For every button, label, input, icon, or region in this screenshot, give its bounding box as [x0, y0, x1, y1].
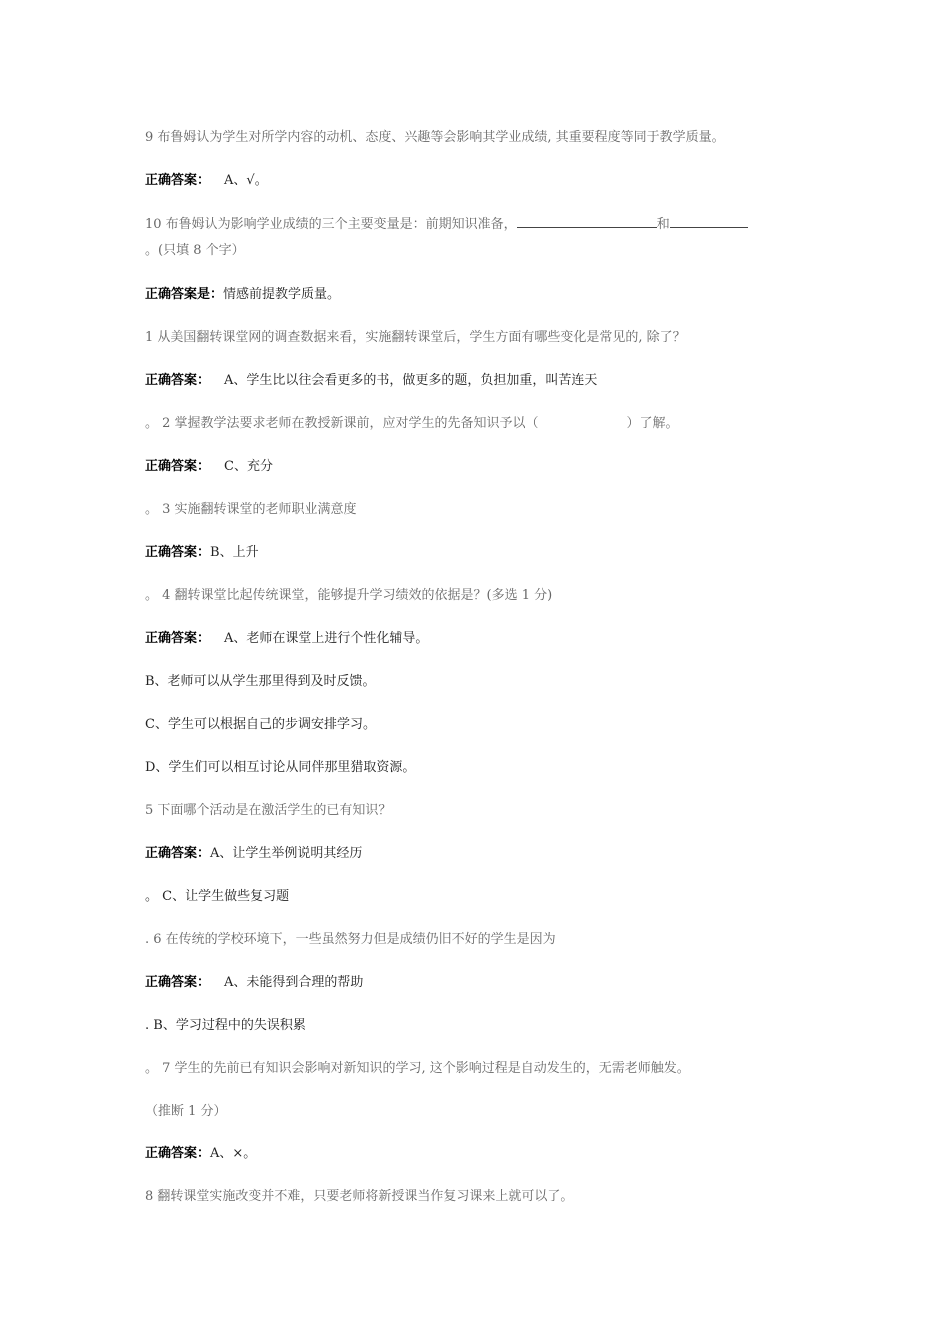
- answer-4-option-d: D、学生们可以相互讨论从同伴那里猎取资源。: [145, 760, 416, 775]
- answer-4-option-c: C、学生可以根据自己的步调安排学习。: [145, 717, 376, 732]
- answer-label: 正确答案：: [145, 173, 211, 188]
- answer-label: 正确答案：: [145, 545, 211, 560]
- question-8: 8 翻转课堂实施改变并不难，只要老师将新授课当作复习课来上就可以了。: [145, 1189, 574, 1204]
- answer-label: 正确答案是：: [145, 287, 224, 302]
- question-6: . 6 在传统的学校环境下，一些虽然努力但是成绩仍旧不好的学生是因为: [145, 932, 556, 947]
- answer-5: 正确答案：A、让学生举例说明其经历: [145, 846, 363, 861]
- answer-9: 正确答案： A、√。: [145, 173, 268, 188]
- answer-4-option-b: B、老师可以从学生那里得到及时反馈。: [145, 674, 376, 689]
- question-5: 5 下面哪个活动是在激活学生的已有知识？: [145, 803, 392, 818]
- question-9: 9 布鲁姆认为学生对所学内容的动机、态度、兴趣等会影响其学业成绩, 其重要程度等同于教学质量。: [145, 130, 725, 145]
- answer-1: 正确答案： A、学生比以往会看更多的书，做更多的题，负担加重，叫苦连天: [145, 373, 598, 388]
- question-7-note: （推断 1 分）: [145, 1104, 227, 1119]
- question-10-note: 。(只填 8 个字）: [145, 243, 245, 258]
- question-3: 。 3 实施翻转课堂的老师职业满意度: [145, 502, 357, 517]
- question-7: 。 7 学生的先前已有知识会影响对新知识的学习, 这个影响过程是自动发生的，无需老师触发。: [145, 1061, 690, 1076]
- answer-3: 正确答案：B、上升: [145, 545, 259, 560]
- answer-5-option-c: 。 C、让学生做些复习题: [145, 889, 290, 904]
- answer-label: 正确答案：: [145, 846, 211, 861]
- answer-label: 正确答案：: [145, 631, 211, 646]
- answer-6-option-b: . B、学习过程中的失误积累: [145, 1018, 306, 1033]
- answer-2: 正确答案： C、充分: [145, 459, 273, 474]
- answer-label: 正确答案：: [145, 975, 211, 990]
- answer-label: 正确答案：: [145, 1146, 211, 1161]
- question-2: 。 2 掌握教学法要求老师在教授新课前，应对学生的先备知识予以（ ）了解。: [145, 416, 679, 431]
- answer-10: 正确答案是：情感前提教学质量。: [145, 287, 341, 302]
- answer-label: 正确答案：: [145, 373, 211, 388]
- question-4: 。 4 翻转课堂比起传统课堂，能够提升学习绩效的依据是？(多选 1 分): [145, 588, 553, 603]
- answer-label: 正确答案：: [145, 459, 211, 474]
- answer-4: 正确答案： A、老师在课堂上进行个性化辅导。: [145, 631, 429, 646]
- fill-blank-1: [517, 215, 657, 228]
- question-1: 1 从美国翻转课堂网的调查数据来看，实施翻转课堂后，学生方面有哪些变化是常见的, 除了？: [145, 330, 686, 345]
- answer-6: 正确答案： A、未能得到合理的帮助: [145, 975, 364, 990]
- question-10: 10 布鲁姆认为影响学业成绩的三个主要变量是：前期知识准备， 和: [145, 215, 748, 234]
- answer-7: 正确答案：A、×。: [145, 1146, 257, 1161]
- fill-blank-2: [670, 215, 748, 228]
